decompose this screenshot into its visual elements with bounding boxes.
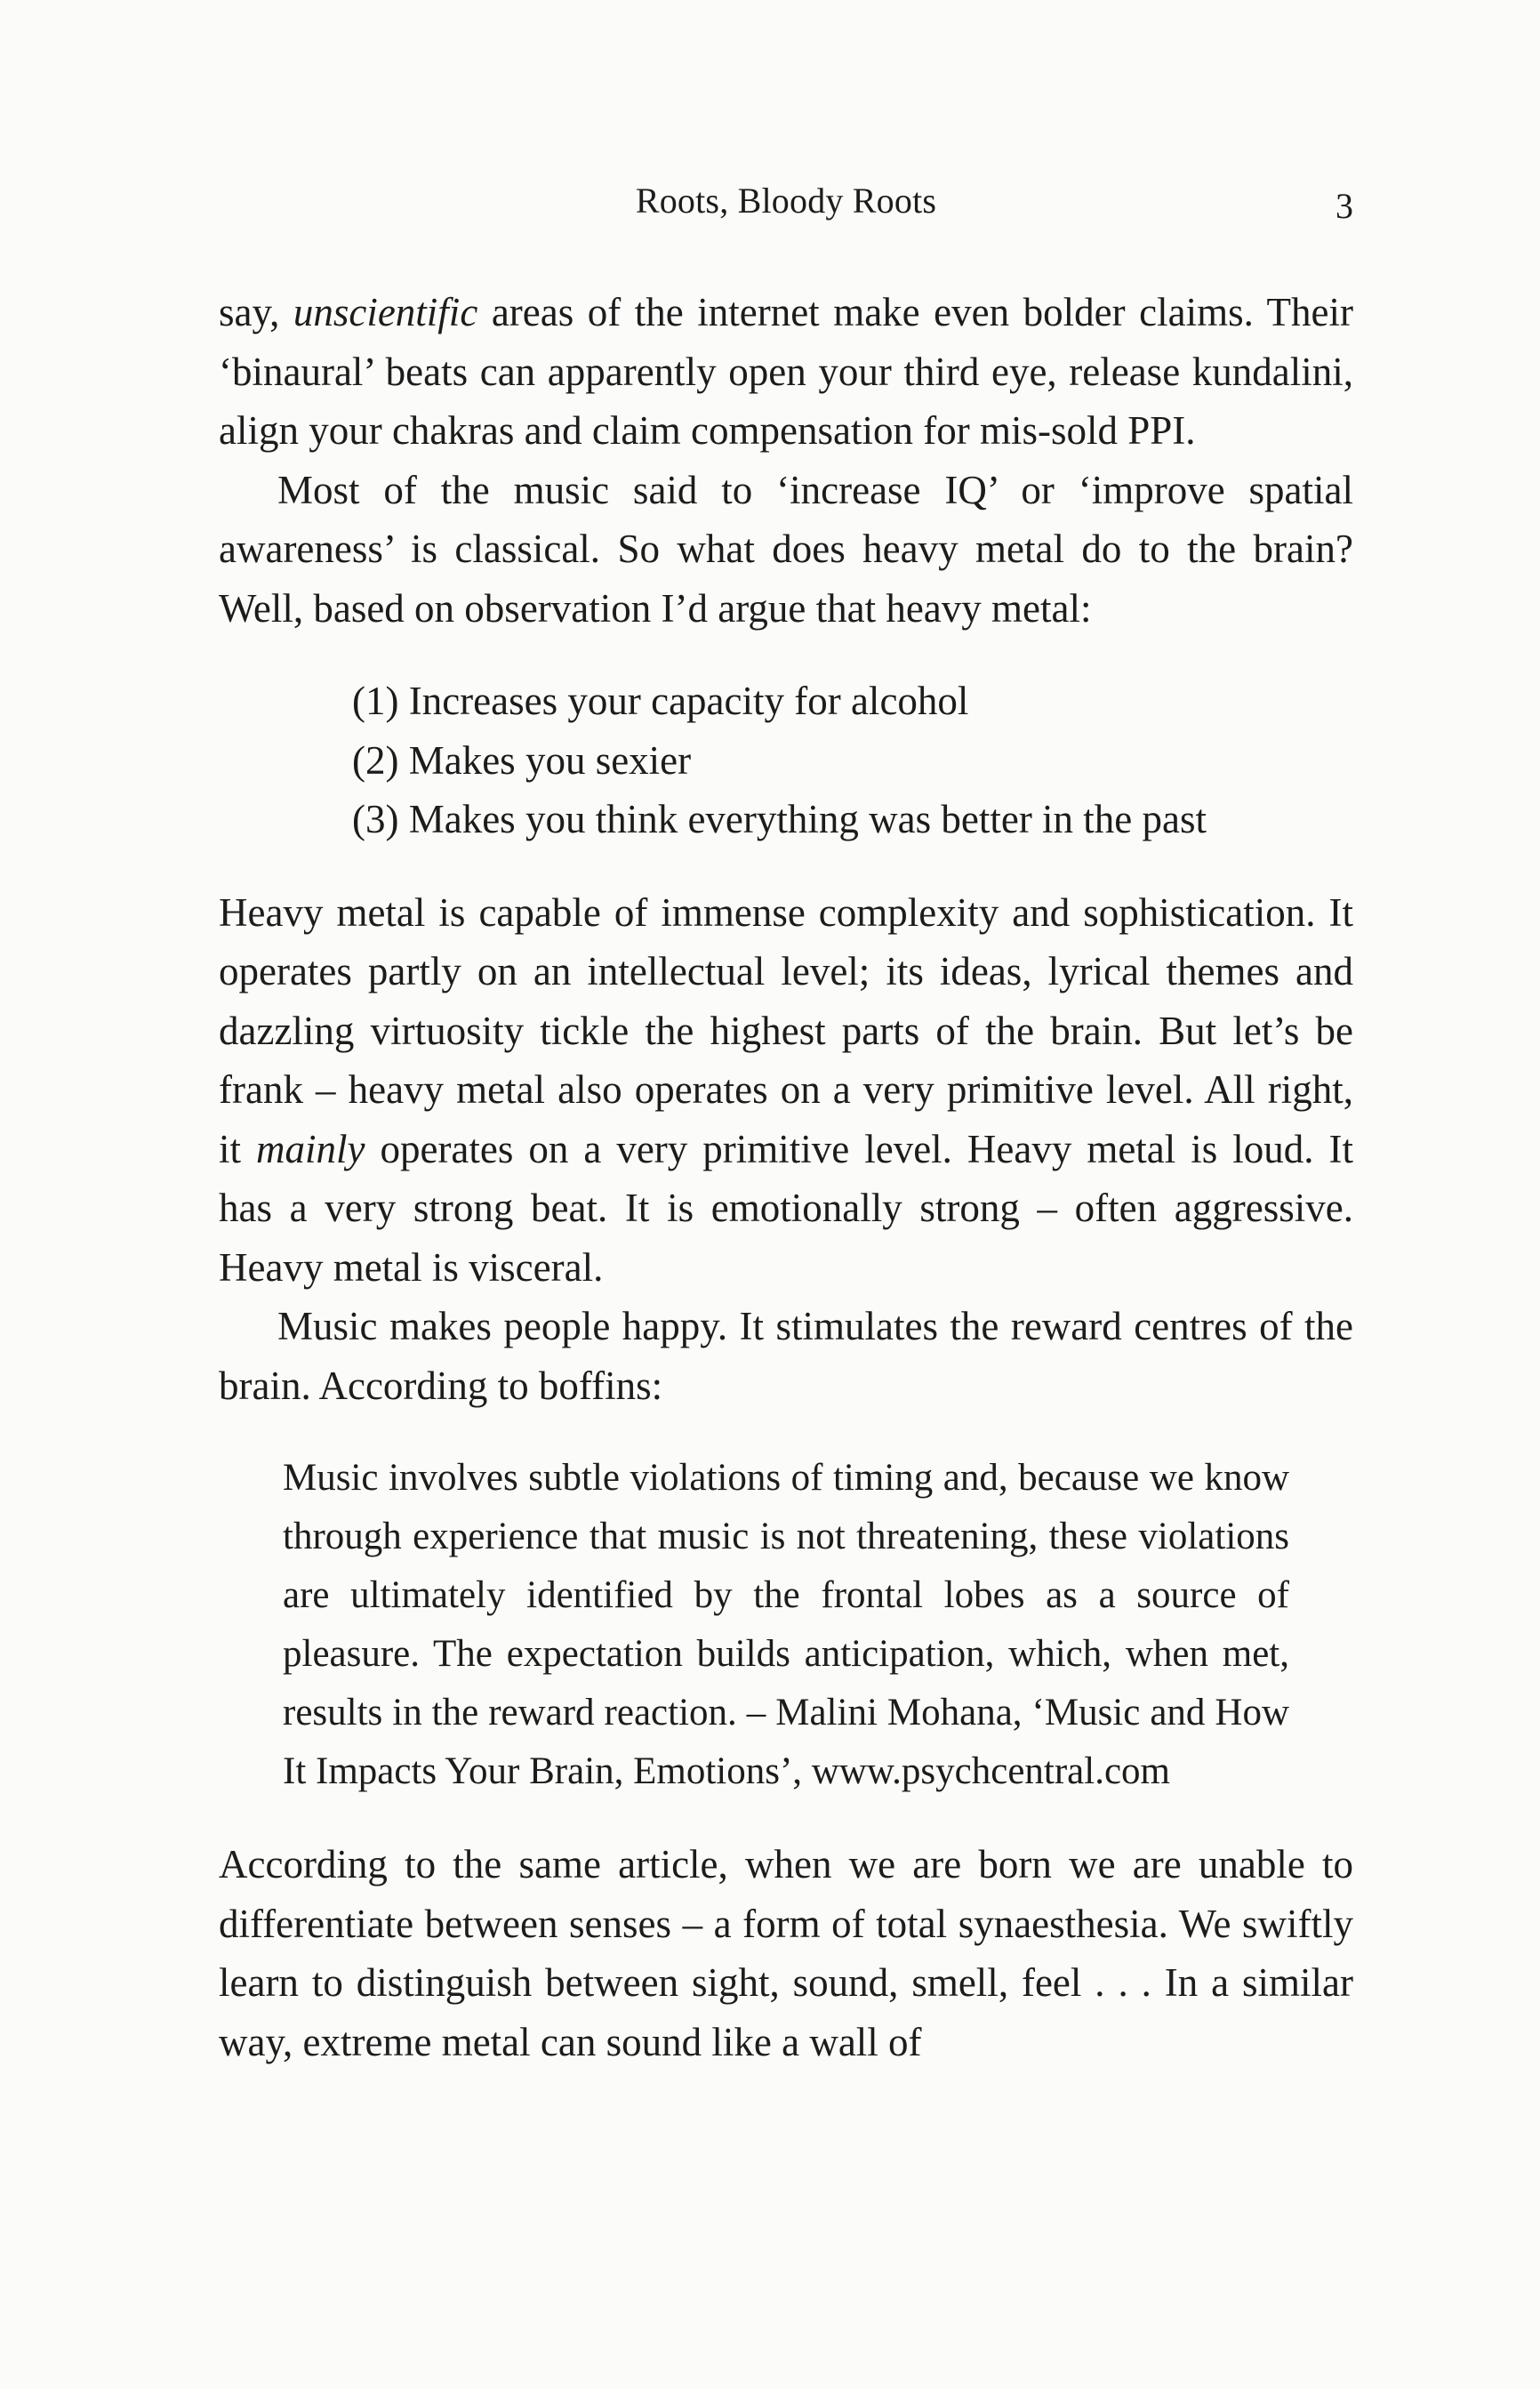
paragraph-2: Most of the music said to ‘increase IQ’ or ‘improve spatial awareness’ is classical. So what does heavy metal do to the brain? Well, based on observation I’d argue that heavy metal:	[219, 467, 1353, 631]
block-quote	[283, 1449, 1289, 1801]
list-item-1: (1) Increases your capacity for alcohol	[352, 679, 969, 723]
paragraph-1	[219, 283, 1353, 461]
block-quote-text: Music involves subtle violations of timing and, because we know through experience that music is not threatening, these violations are ultimately identified by the frontal lobes as a source of pleasure. The expectation builds anticipation, which, when met, results in the reward reaction. – Malini Mohana, ‘Music and How It Impacts Your Brain, Emotions’, www.psychcentral.com	[283, 1457, 1289, 1792]
page-number: 3	[1335, 186, 1353, 226]
italic-unscientific: unscientific	[293, 290, 478, 334]
paragraph-5: According to the same article, when we are born we are unable to differentiate between senses – a form of total synaesthesia. We swiftly learn to distinguish between sight, sound, smell, feel . . . In a similar way, extreme metal can sound like a wall of	[219, 1842, 1353, 2064]
list-item-3: (3) Makes you think everything was better in the past	[352, 797, 1207, 841]
running-title: Roots, Bloody Roots	[635, 181, 937, 221]
numbered-list	[352, 672, 1353, 849]
italic-mainly: mainly	[256, 1126, 365, 1171]
body-text	[219, 283, 1353, 2071]
paragraph-1-rest: areas of the internet make even bolder claims. Their ‘binaural’ beats can apparently open your third eye, release kundalini, align your chakras and claim compensation for mis-sold PPI.	[219, 290, 1353, 453]
paragraph-3-rest: operates on a very primitive level. Heavy metal is loud. It has a very strong beat. It is emotionally strong – often aggressive. Heavy metal is visceral.	[219, 1126, 1353, 1290]
paragraph-4: Music makes people happy. It stimulates the reward centres of the brain. According to boffins:	[219, 1304, 1353, 1408]
running-head	[219, 174, 1353, 228]
paragraph-3	[219, 883, 1353, 1298]
paragraph-3-start: Heavy metal is capable of immense complexity and sophistication. It operates partly on an intellectual level; its ideas, lyrical themes and dazzling virtuosity tickle the highest parts of the brain. But let’s be frank – heavy metal also operates on a very primitive level. All right, it	[219, 889, 1353, 1171]
paragraph-1-start: say,	[219, 290, 293, 334]
list-item-2: (2) Makes you sexier	[352, 737, 692, 783]
